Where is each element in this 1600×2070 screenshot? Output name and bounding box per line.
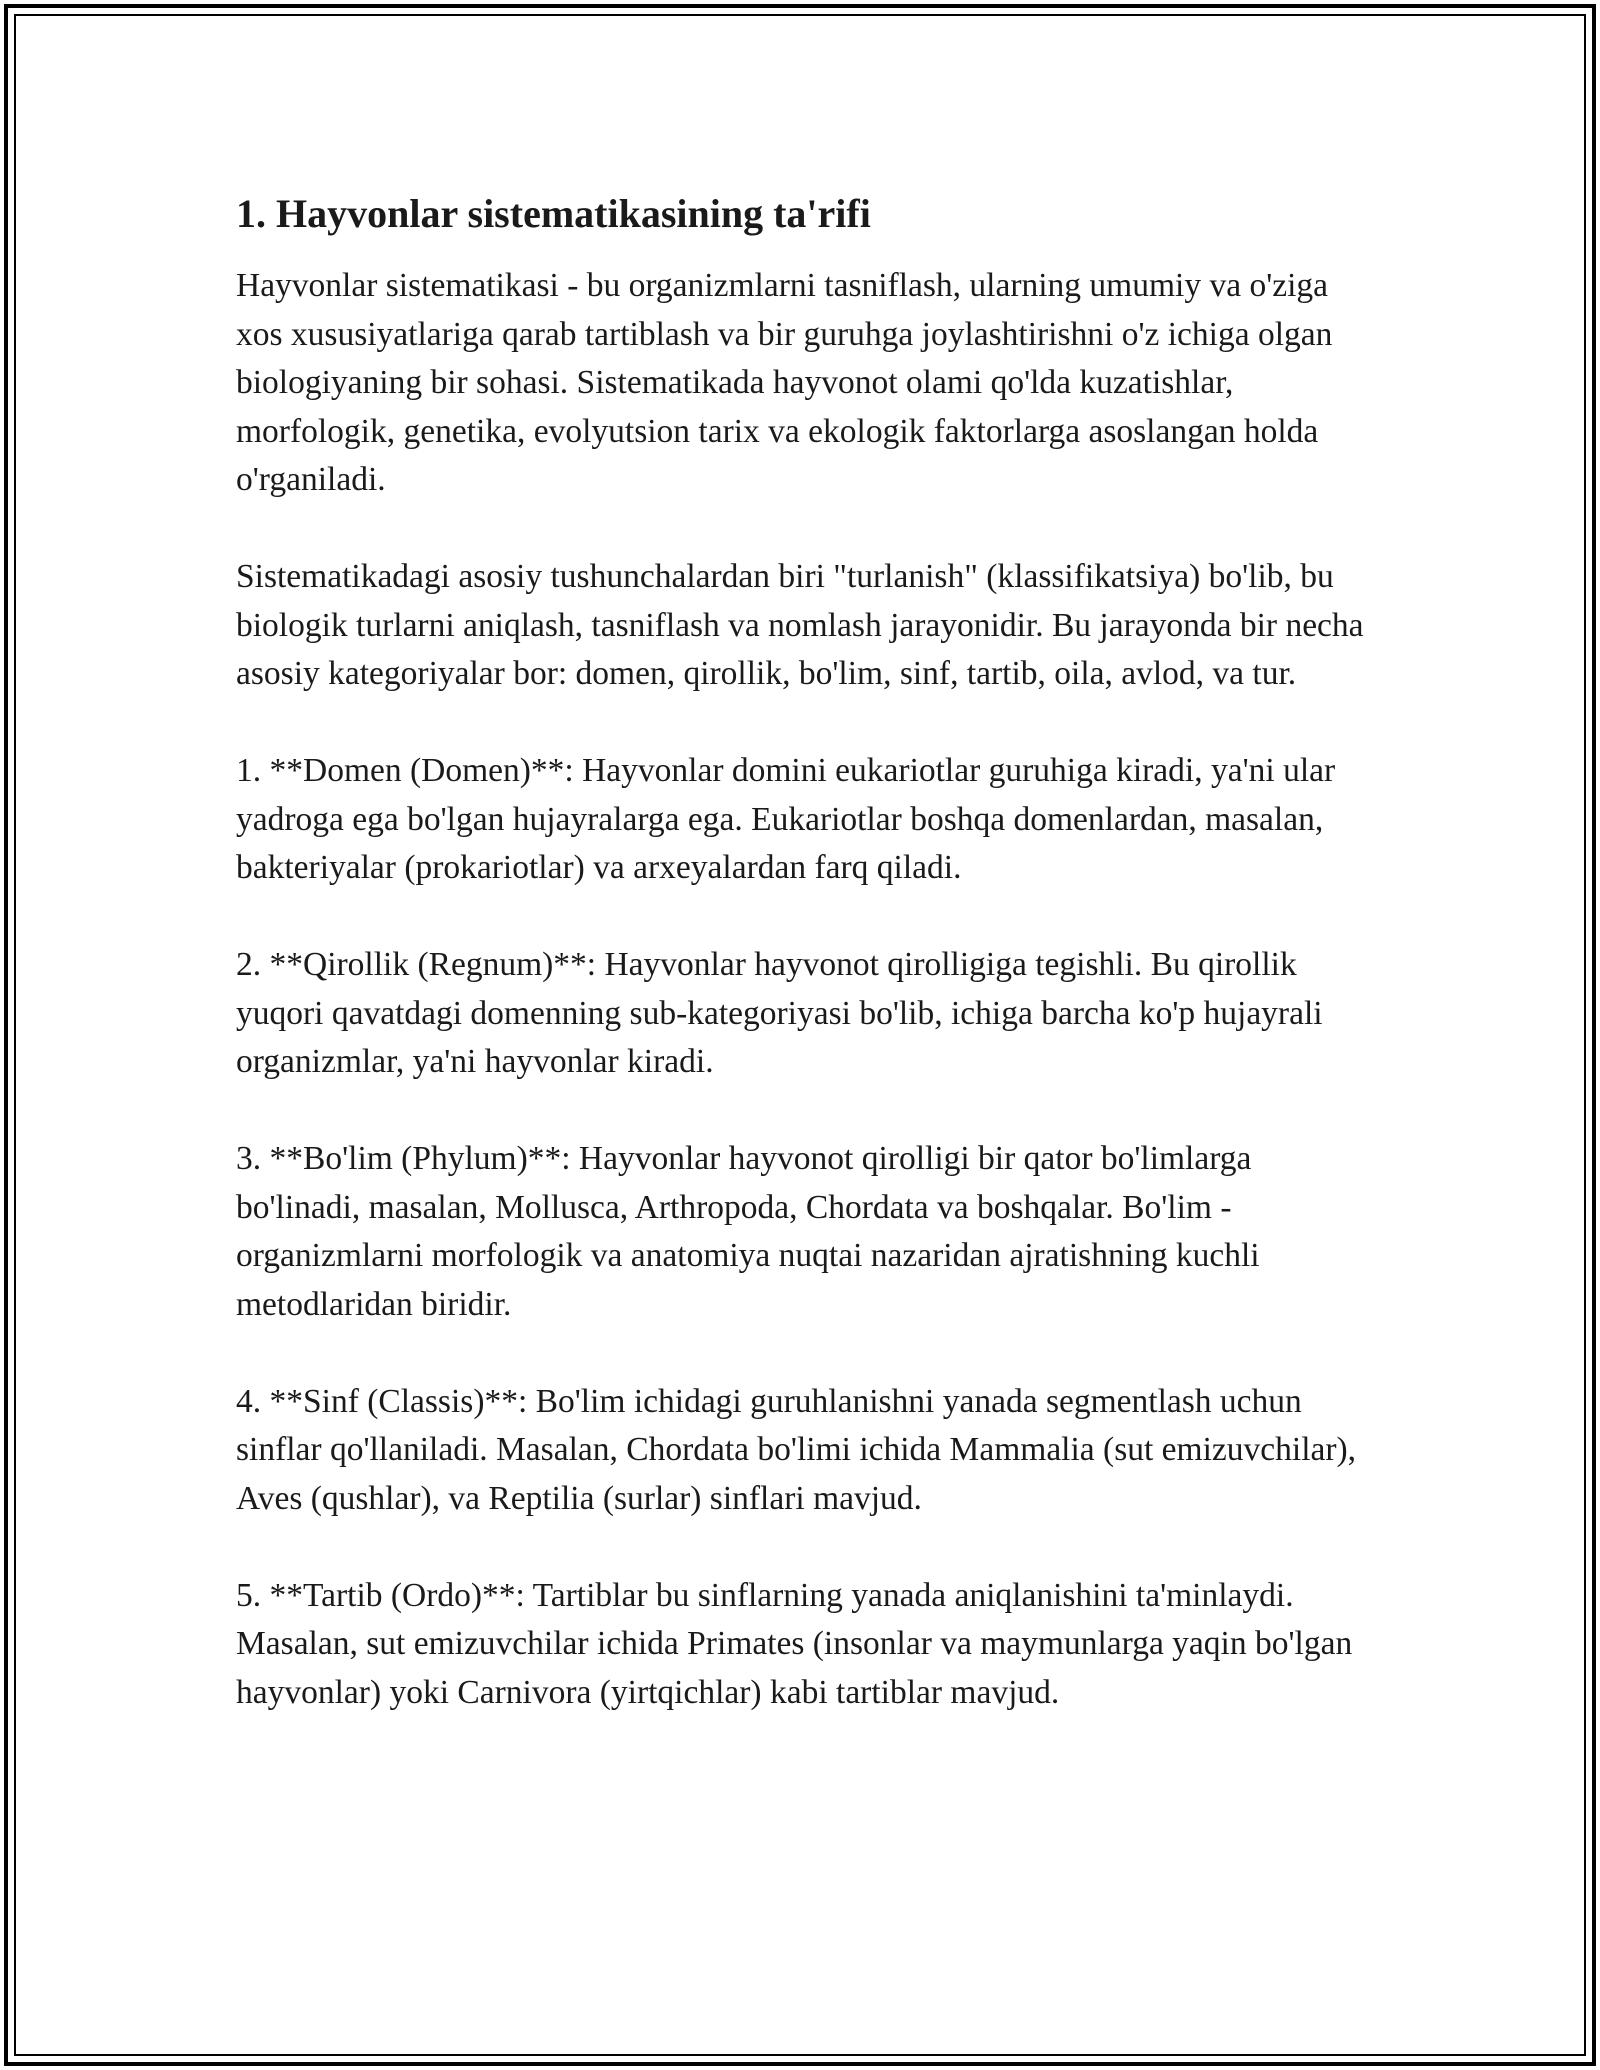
- paragraph-class: 4. **Sinf (Classis)**: Bo'lim ichidagi guruhlanishni yanada segmentlash uchun sinflar qo'llaniladi. Masalan, Chordata bo'limi ichida Mammalia (sut emizuvchilar), Aves (qushlar), va Reptilia (surlar) sinflari mavjud.: [236, 1382, 1357, 1517]
- paragraph-order: 5. **Tartib (Ordo)**: Tartiblar bu sinflarning yanada aniqlanishini ta'minlaydi. Masalan, sut emizuvchilar ichida Primates (insonlar va maymunlarga yaqin bo'lgan hayvonlar) yoki Carnivora (yirtqichlar) kabi tartiblar mavjud.: [236, 1576, 1353, 1711]
- paragraph-phylum: 3. **Bo'lim (Phylum)**: Hayvonlar hayvonot qirolligi bir qator bo'limlarga bo'linadi, masalan, Mollusca, Arthropoda, Chordata va boshqalar. Bo'lim - organizmlarni morfologik va anatomiya nuqtai nazaridan ajratishning kuchli metodlaridan biridir.: [236, 1140, 1260, 1323]
- paragraph-definition: Hayvonlar sistematikasi - bu organizmlarni tasniflash, ularning umumiy va o'ziga xos xususiyatlariga qarab tartiblash va bir guruhga joylashtirishni o'z ichiga olgan biologiyaning bir sohasi. Sistematikada hayvonot olami qo'lda kuzatishlar, morfologik, genetika, evolyutsion tarix va ekologik faktorlarga asoslangan holda o'rganiladi.: [236, 267, 1333, 498]
- document-body: [236, 190, 1366, 1766]
- section-heading: 1. Hayvonlar sistematikasining ta'rifi: [236, 191, 871, 236]
- paragraph-domain: 1. **Domen (Domen)**: Hayvonlar domini eukariotlar guruhiga kiradi, ya'ni ular yadroga ega bo'lgan hujayralarga ega. Eukariotlar boshqa domenlardan, masalan, bakteriyalar (prokariotlar) va arxeyalardan farq qiladi.: [236, 752, 1336, 886]
- paragraph-classification: Sistematikadagi asosiy tushunchalardan biri "turlanish" (klassifikatsiya) bo'lib, bu biologik turlarni aniqlash, tasniflash va nomlash jarayonidir. Bu jarayonda bir necha asosiy kategoriyalar bor: domen, qirollik, bo'lim, sinf, tartib, oila, avlod, va tur.: [236, 558, 1364, 692]
- paragraph-kingdom: 2. **Qirollik (Regnum)**: Hayvonlar hayvonot qirolligiga tegishli. Bu qirollik yuqori qavatdagi domenning sub-kategoriyasi bo'lib, ichiga barcha ko'p hujayrali organizmlar, ya'ni hayvonlar kiradi.: [236, 946, 1323, 1080]
